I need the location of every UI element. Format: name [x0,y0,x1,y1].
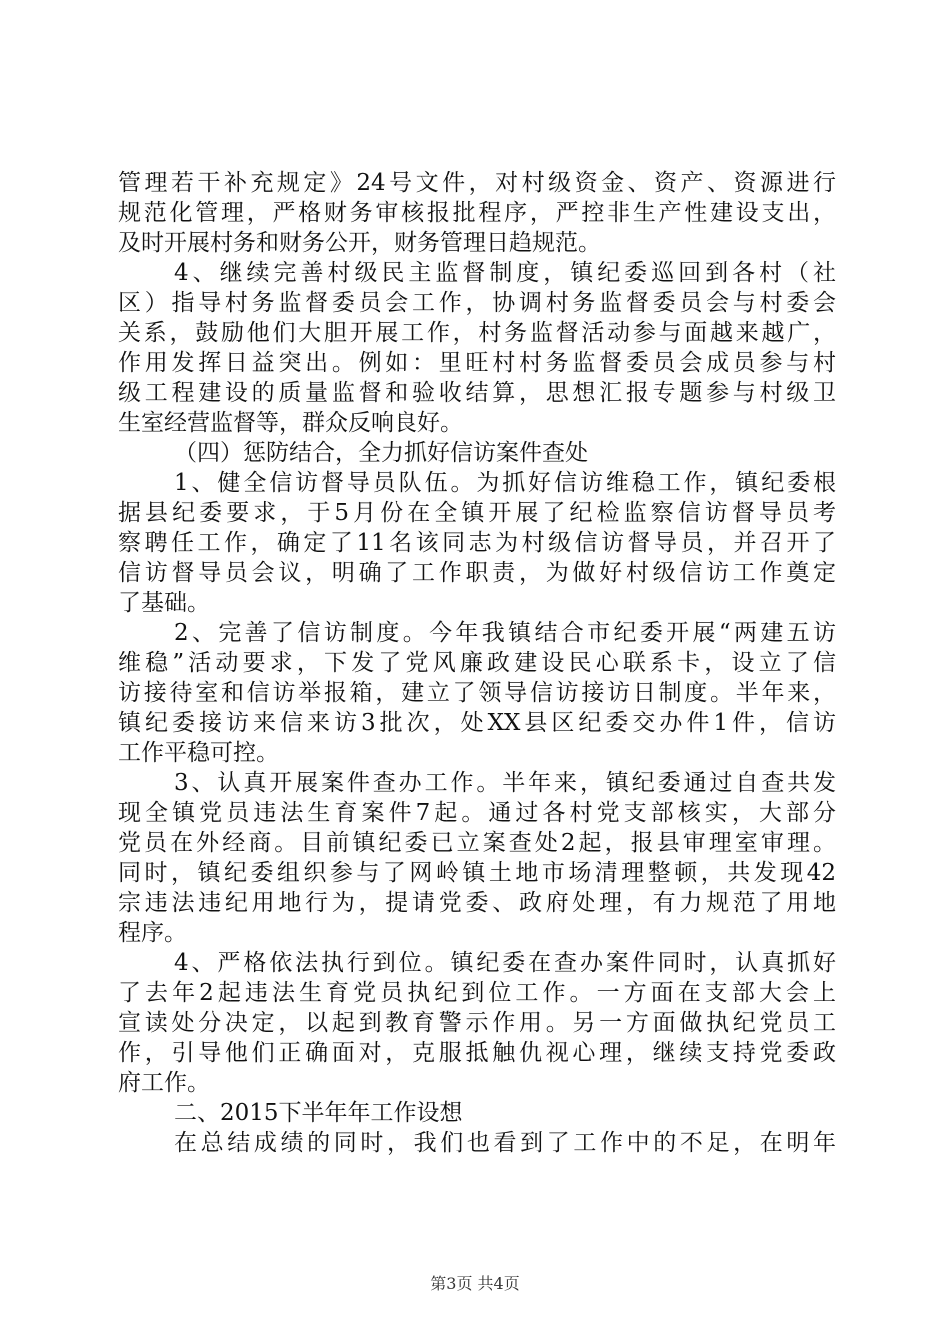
text-line: 3、认真开展案件查办工作。半年来，镇纪委通过自查共发 [174,770,836,796]
text-line: 现全镇党员违法生育案件7起。通过各村党支部核实，大部分 [118,800,836,826]
text-line: 工作平稳可控。 [118,740,279,766]
text-line: 镇纪委接访来信来访3批次，处XX县区纪委交办件1件，信访 [118,710,836,736]
text-line: 作用发挥日益突出。例如：里旺村村务监督委员会成员参与村 [118,350,836,376]
page-footer: 第3页 共4页 [430,1274,520,1293]
text-line: 宗违法违纪用地行为，提请党委、政府处理，有力规范了用地 [118,890,836,916]
text-line: 二、2015下半年年工作设想 [174,1100,463,1126]
text-line: 关系，鼓励他们大胆开展工作，村务监督活动参与面越来越广， [118,320,836,346]
text-line: 4、严格依法执行到位。镇纪委在查办案件同时，认真抓好 [174,950,836,976]
text-line: 维稳”活动要求，下发了党风廉政建设民心联系卡，设立了信 [118,650,836,676]
text-line: 区）指导村务监督委员会工作，协调村务监督委员会与村委会 [118,290,836,316]
text-line: （四）惩防结合，全力抓好信访案件查处 [174,440,588,466]
document-body [118,168,836,1158]
text-line: 1、健全信访督导员队伍。为抓好信访维稳工作，镇纪委根 [174,470,836,496]
text-line: 规范化管理，严格财务审核报批程序，严控非生产性建设支出， [118,200,836,226]
text-line: 程序。 [118,920,187,946]
text-line: 生室经营监督等，群众反响良好。 [118,410,463,436]
text-line: 作，引导他们正确面对，克服抵触仇视心理，继续支持党委政 [118,1040,836,1066]
text-line: 同时，镇纪委组织参与了网岭镇土地市场清理整顿，共发现42 [118,860,836,886]
text-line: 党员在外经商。目前镇纪委已立案查处2起，报县审理室审理。 [118,830,836,856]
text-line: 在总结成绩的同时，我们也看到了工作中的不足，在明年 [174,1130,836,1156]
text-line: 4、继续完善村级民主监督制度，镇纪委巡回到各村（社 [174,260,836,286]
text-line: 了去年2起违法生育党员执纪到位工作。一方面在支部大会上 [118,980,836,1006]
text-line: 访接待室和信访举报箱，建立了领导信访接访日制度。半年来， [118,680,836,706]
text-line: 管理若干补充规定》24号文件，对村级资金、资产、资源进行 [118,170,836,196]
text-line: 察聘任工作，确定了11名该同志为村级信访督导员，并召开了 [118,530,836,556]
text-line: 2、完善了信访制度。今年我镇结合市纪委开展“两建五访 [174,620,836,646]
text-line: 及时开展村务和财务公开，财务管理日趋规范。 [118,230,601,256]
text-line: 信访督导员会议，明确了工作职责，为做好村级信访工作奠定 [118,560,836,586]
text-line: 级工程建设的质量监督和验收结算，思想汇报专题参与村级卫 [118,380,836,406]
text-line: 宣读处分决定，以起到教育警示作用。另一方面做执纪党员工 [118,1010,836,1036]
text-line: 府工作。 [118,1070,210,1096]
text-line: 了基础。 [118,590,210,616]
text-line: 据县纪委要求，于5月份在全镇开展了纪检监察信访督导员考 [118,500,836,526]
